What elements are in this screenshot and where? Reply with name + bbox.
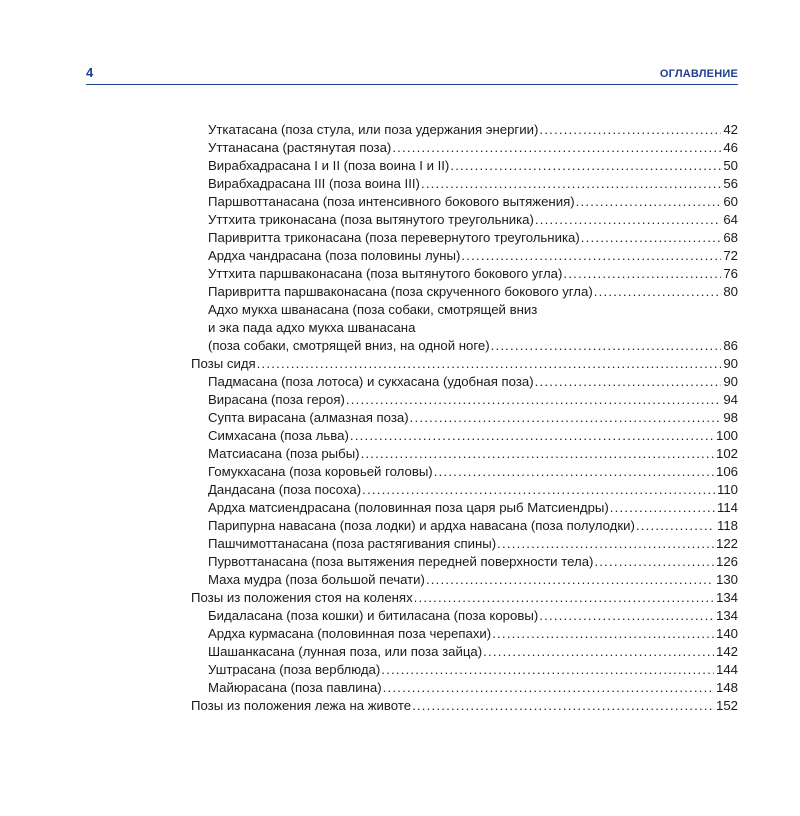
toc-leader-dots <box>350 427 714 445</box>
toc-entry[interactable] <box>191 139 738 157</box>
toc-entry-title: Уттанасана (растянутая поза) <box>208 140 392 155</box>
toc-entry-title: Уштрасана (поза верблюда) <box>208 662 381 677</box>
toc-entry-title: Маха мудра (поза большой печати) <box>208 572 425 587</box>
toc-leader-dots <box>610 499 715 517</box>
toc-leader-dots <box>346 391 721 409</box>
toc-entry-title: Пашчимоттанасана (поза растягивания спины) <box>208 536 497 551</box>
toc-entry-title: Вирабхадрасана III (поза воина III) <box>208 176 420 191</box>
toc-leader-dots <box>383 679 714 697</box>
toc-entry[interactable] <box>191 229 738 247</box>
running-title: ОГЛАВЛЕНИЕ <box>659 68 738 80</box>
toc-entry-page: 86 <box>723 338 738 353</box>
toc-entry[interactable] <box>191 679 738 697</box>
toc-entry-page: 80 <box>723 284 738 299</box>
toc-entry-page: 148 <box>715 680 738 695</box>
toc-entry-title: Паривритта паршваконасана (поза скрученного бокового угла) <box>208 284 593 299</box>
toc-entry[interactable] <box>191 553 738 571</box>
toc-entry-title: Падмасана (поза лотоса) и сукхасана (удобная поза) <box>208 374 534 389</box>
toc-entry-page: 42 <box>723 122 738 137</box>
toc-entry[interactable] <box>191 463 738 481</box>
toc-entry-title: Пурвоттанасана (поза вытяжения передней поверхности тела) <box>208 554 594 569</box>
toc-leader-dots <box>361 445 714 463</box>
toc-entry[interactable] <box>191 283 738 301</box>
toc-entry[interactable] <box>191 607 738 625</box>
toc-entry-title: Вирабхадрасана I и II (поза воина I и II) <box>208 158 450 173</box>
toc-leader-dots <box>414 589 714 607</box>
toc-entry-title: Гомукхасана (поза коровьей головы) <box>208 464 433 479</box>
toc-entry[interactable] <box>191 625 738 643</box>
toc-entry-title: Шашанкасана (лунная поза, или поза зайца) <box>208 644 483 659</box>
toc-entry[interactable] <box>191 481 738 499</box>
toc-entry-continued-line: и эка пада адхо мукха шванасана <box>208 320 416 335</box>
toc-entry-page: 140 <box>715 626 738 641</box>
toc-entry-page: 90 <box>723 374 738 389</box>
toc-entry-page: 64 <box>723 212 738 227</box>
toc-entry-page: 72 <box>723 248 738 263</box>
toc-leader-dots <box>362 481 715 499</box>
toc-entry-page: 142 <box>715 644 738 659</box>
toc-entry-page: 100 <box>715 428 738 443</box>
toc-section-kneeling[interactable] <box>191 589 738 607</box>
toc-entry[interactable] <box>191 337 738 355</box>
toc-leader-dots <box>491 337 722 355</box>
toc-entry[interactable] <box>191 247 738 265</box>
toc-section-page: 90 <box>723 356 738 371</box>
toc-leader-dots <box>539 121 721 139</box>
toc-leader-dots <box>535 211 721 229</box>
toc-entry[interactable] <box>191 211 738 229</box>
toc-leader-dots <box>410 409 722 427</box>
toc-entry-page: 134 <box>715 608 738 623</box>
toc-entry-page: 144 <box>715 662 738 677</box>
toc-entry-title: Уткатасана (поза стула, или поза удержания энергии) <box>208 122 539 137</box>
toc-entry[interactable] <box>191 427 738 445</box>
toc-leader-dots <box>426 571 714 589</box>
toc-entry[interactable] <box>191 409 738 427</box>
toc-section-page: 152 <box>715 698 738 713</box>
toc-section-title: Позы из положения лежа на животе <box>191 698 412 713</box>
toc-entry[interactable] <box>191 643 738 661</box>
toc-leader-dots <box>412 697 714 715</box>
toc-entry-page: 102 <box>715 446 738 461</box>
toc-leader-dots <box>594 283 722 301</box>
toc-entry[interactable] <box>191 373 738 391</box>
toc-leader-dots <box>450 157 721 175</box>
toc-entry[interactable] <box>191 517 738 535</box>
toc-entry-title: Ардха матсиендрасана (половинная поза царя рыб Матсиендры) <box>208 500 609 515</box>
toc-entry[interactable] <box>191 265 738 283</box>
toc-entry-title: Супта вирасана (алмазная поза) <box>208 410 409 425</box>
toc-entry-title: Матсиасана (поза рыбы) <box>208 446 360 461</box>
toc-entry-title: Симхасана (поза льва) <box>208 428 349 443</box>
toc-entry-page: 130 <box>715 572 738 587</box>
toc-entry[interactable] <box>191 175 738 193</box>
toc-entry-page: 114 <box>716 500 738 515</box>
toc-section-seated[interactable] <box>191 355 738 373</box>
toc-entry-page: 98 <box>723 410 738 425</box>
toc-leader-dots <box>535 373 722 391</box>
toc-leader-dots <box>381 661 714 679</box>
toc-leader-dots <box>539 607 714 625</box>
toc-leader-dots <box>434 463 714 481</box>
toc-entry-page: 50 <box>723 158 738 173</box>
toc-leader-dots <box>392 139 721 157</box>
toc-entry[interactable] <box>191 193 738 211</box>
toc-section-page: 134 <box>715 590 738 605</box>
toc-entry-title: Майюрасана (поза павлина) <box>208 680 382 695</box>
toc-entry-page: 110 <box>716 482 738 497</box>
toc-entry-title: Уттхита триконасана (поза вытянутого треугольника) <box>208 212 534 227</box>
toc-section-title: Позы из положения стоя на коленях <box>191 590 413 605</box>
toc-entry-title: Парипурна навасана (поза лодки) и ардха навасана (поза полулодки) <box>208 518 635 533</box>
toc-entry-page: 94 <box>723 392 738 407</box>
toc-entry-page: 56 <box>723 176 738 191</box>
toc-section-prone[interactable] <box>191 697 738 715</box>
toc-entry[interactable] <box>191 499 738 517</box>
toc-entry-page: 46 <box>723 140 738 155</box>
toc-entry[interactable] <box>191 445 738 463</box>
toc-entry[interactable] <box>191 391 738 409</box>
table-of-contents <box>191 121 738 715</box>
toc-entry-title: Бидаласана (поза кошки) и битиласана (поза коровы) <box>208 608 539 623</box>
toc-entry-page: 122 <box>715 536 738 551</box>
toc-leader-dots <box>483 643 714 661</box>
toc-entry-page: 118 <box>716 518 738 533</box>
toc-section-title: Позы сидя <box>191 356 256 371</box>
toc-entry[interactable] <box>191 571 738 589</box>
toc-entry-page: 106 <box>715 464 738 479</box>
toc-leader-dots <box>576 193 722 211</box>
toc-entry-page: 60 <box>723 194 738 209</box>
toc-leader-dots <box>594 553 714 571</box>
toc-entry[interactable] <box>191 535 738 553</box>
toc-leader-dots <box>581 229 722 247</box>
page-header <box>86 64 738 85</box>
page-number: 4 <box>86 65 94 80</box>
toc-leader-dots <box>257 355 722 373</box>
toc-entry-page: 126 <box>715 554 738 569</box>
toc-entry-page: 68 <box>723 230 738 245</box>
toc-entry-title: Паршвоттанасана (поза интенсивного бокового вытяжения) <box>208 194 575 209</box>
toc-entry-title: (поза собаки, смотрящей вниз, на одной ноге) <box>208 338 490 353</box>
toc-entry-title: Уттхита паршваконасана (поза вытянутого бокового угла) <box>208 266 563 281</box>
toc-entry[interactable] <box>191 121 738 139</box>
toc-entry-title: Вирасана (поза героя) <box>208 392 345 407</box>
toc-entry-page: 76 <box>723 266 738 281</box>
toc-entry[interactable] <box>191 661 738 679</box>
toc-leader-dots <box>636 517 715 535</box>
toc-entry-continued-line: Адхо мукха шванасана (поза собаки, смотрящей вниз <box>208 302 538 317</box>
toc-leader-dots <box>461 247 721 265</box>
toc-leader-dots <box>421 175 721 193</box>
toc-entry[interactable] <box>191 157 738 175</box>
toc-entry-title: Ардха чандрасана (поза половины луны) <box>208 248 461 263</box>
toc-entry-title: Паривритта триконасана (поза перевернутого треугольника) <box>208 230 580 245</box>
toc-entry-title: Ардха курмасана (половинная поза черепахи) <box>208 626 492 641</box>
toc-leader-dots <box>497 535 714 553</box>
toc-leader-dots <box>492 625 714 643</box>
toc-leader-dots <box>563 265 721 283</box>
toc-entry-title: Дандасана (поза посоха) <box>208 482 362 497</box>
